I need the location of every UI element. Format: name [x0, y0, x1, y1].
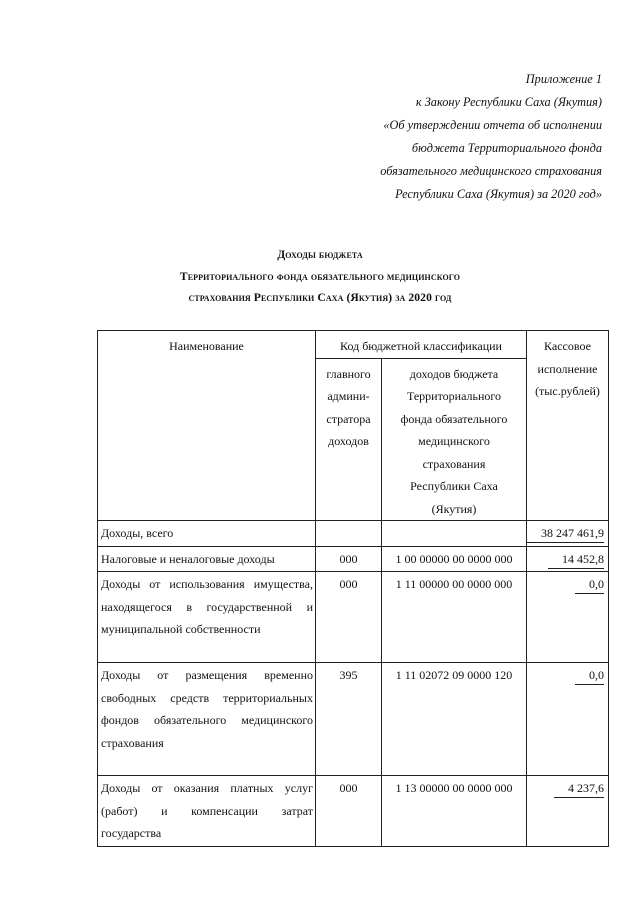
row-amount-value: 38 247 461,9 — [527, 524, 604, 543]
appendix-line: бюджета Территориального фонда — [411, 141, 602, 155]
header-row — [98, 331, 609, 359]
header-name: Наименование — [98, 331, 316, 521]
table-row — [98, 663, 609, 776]
row-admin: 395 — [316, 663, 382, 776]
row-amount — [527, 572, 609, 663]
row-amount — [527, 776, 609, 847]
row-code: 1 00 00000 00 0000 000 — [382, 546, 527, 572]
row-amount-value: 0,0 — [575, 666, 604, 685]
row-admin: 000 — [316, 572, 382, 663]
row-admin: 000 — [316, 546, 382, 572]
row-name: Доходы от использования имущества, находящегося в государственной и муниципальной собственности — [98, 572, 316, 663]
income-table — [97, 330, 609, 847]
row-code: 1 11 02072 09 0000 120 — [382, 663, 527, 776]
row-admin: 000 — [316, 776, 382, 847]
table-row — [98, 776, 609, 847]
title-line: Доходы бюджета — [277, 248, 363, 261]
row-amount — [527, 663, 609, 776]
title-line: страхования Республики Саха (Якутия) за 2020 год — [188, 291, 452, 304]
appendix-line: Республики Саха (Якутия) за 2020 год» — [395, 187, 602, 201]
table-row — [98, 546, 609, 572]
appendix-line: к Закону Республики Саха (Якутия) — [415, 95, 602, 109]
row-amount — [527, 546, 609, 572]
row-amount-value: 14 452,8 — [548, 550, 604, 569]
appendix-block — [380, 68, 602, 206]
table-row — [98, 521, 609, 547]
row-amount-value: 0,0 — [575, 575, 604, 594]
row-admin — [316, 521, 382, 547]
row-name: Доходы от размещения временно свободных средств территориальных фондов обязательного медицинского страхования — [98, 663, 316, 776]
row-name: Доходы, всего — [98, 521, 316, 547]
row-name: Доходы от оказания платных услуг (работ) и компенсации затрат государства — [98, 776, 316, 847]
header-admin: главного админи-стратора доходов — [316, 358, 382, 521]
appendix-line: Приложение 1 — [525, 72, 602, 86]
header-code-group: Код бюджетной классификации — [316, 331, 527, 359]
appendix-line: обязательного медицинского страхования — [380, 164, 602, 178]
header-income-code: доходов бюджета Территориального фонда обязательного медицинского страхования Республики Саха (Якутия) — [382, 358, 527, 521]
row-code: 1 13 00000 00 0000 000 — [382, 776, 527, 847]
title-line: Территориального фонда обязательного медицинского — [179, 269, 461, 283]
row-amount-value: 4 237,6 — [554, 779, 604, 798]
row-name: Налоговые и неналоговые доходы — [98, 546, 316, 572]
row-code: 1 11 00000 00 0000 000 — [382, 572, 527, 663]
appendix-line: «Об утверждении отчета об исполнении — [383, 118, 602, 132]
header-amount: Кассовое исполнение (тыс.рублей) — [527, 331, 609, 521]
table-row — [98, 572, 609, 663]
row-code — [382, 521, 527, 547]
row-amount — [527, 521, 609, 547]
document-title — [0, 244, 640, 309]
